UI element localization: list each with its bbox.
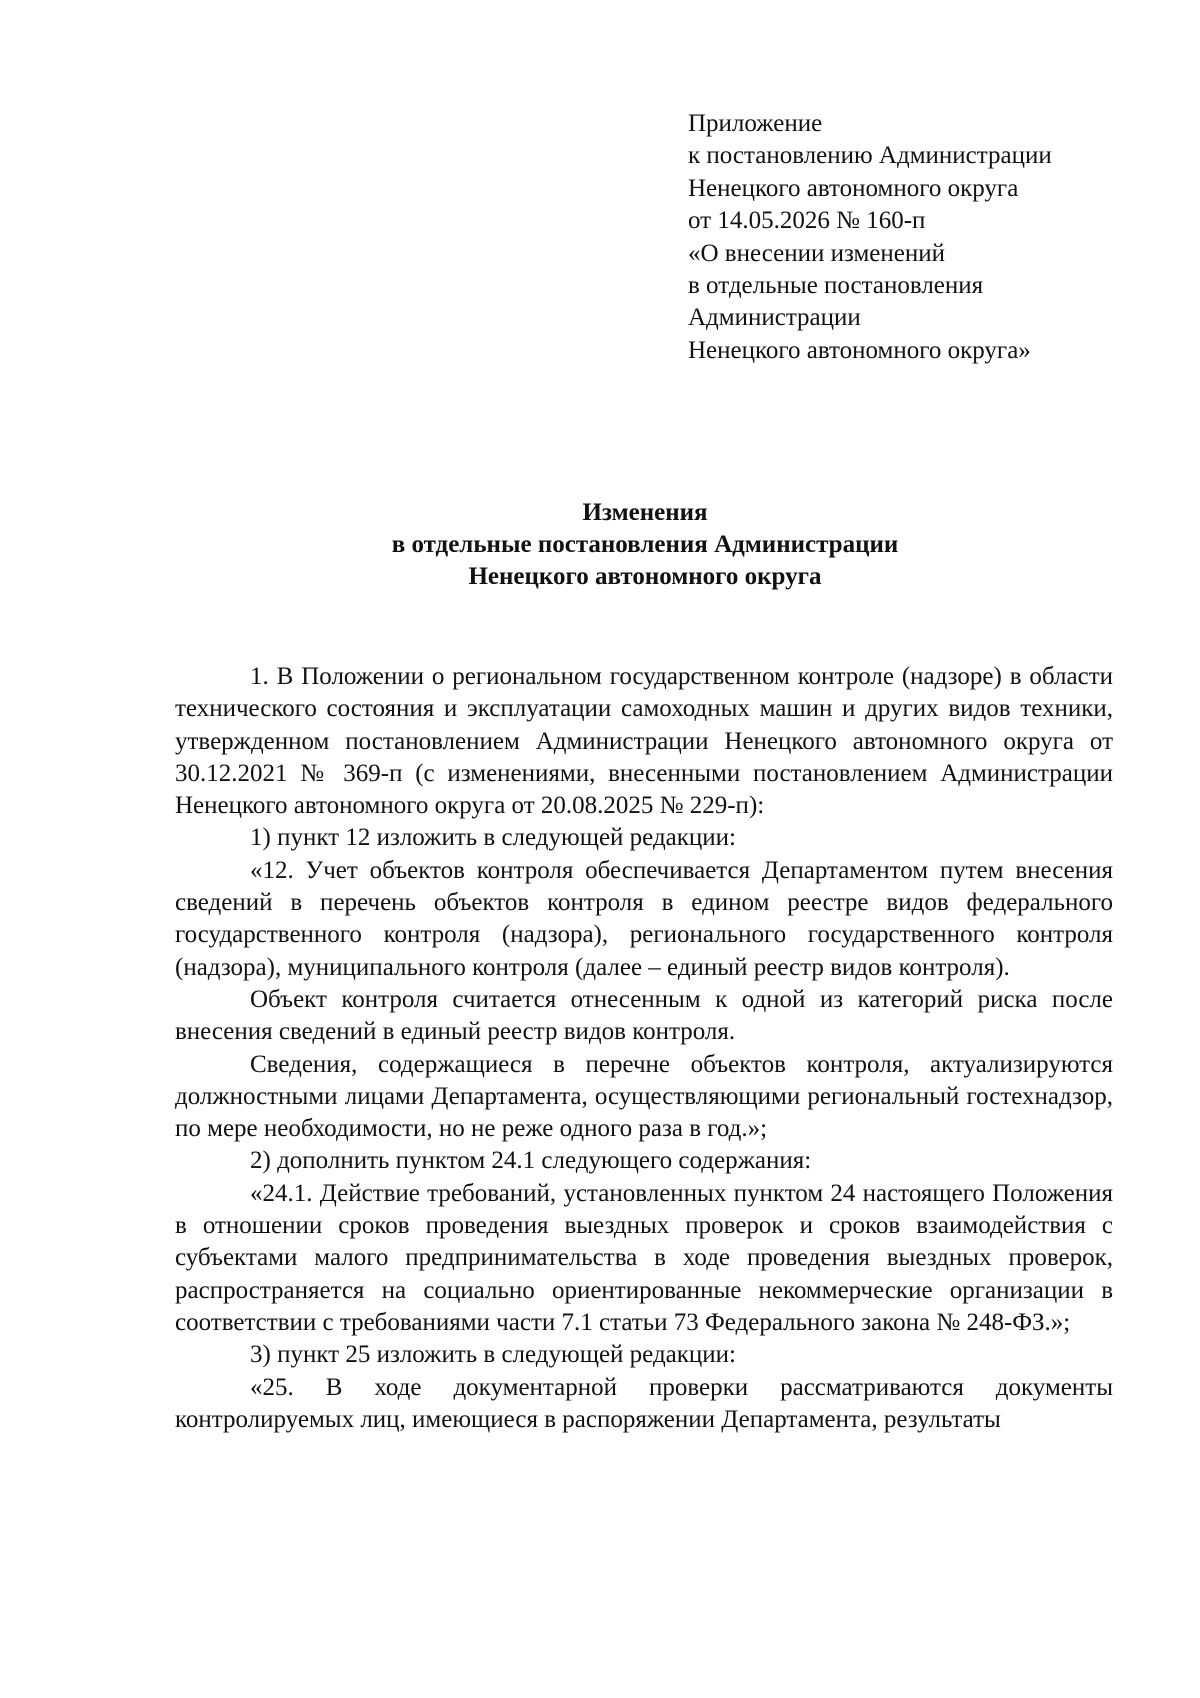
paragraph-clause-12: «12. Учет объектов контроля обеспечивается Департаментом путем внесения сведений в перечень объектов контроля в едином реестре видов федерального государственного контроля (надзора), регионального государственного контроля (надзора), муниципального контроля (далее – единый реестр видов контроля). (175, 856, 1113, 981)
paragraph-clause-24-1: «24.1. Действие требований, установленных пунктом 24 настоящего Положения в отношении сроков проведения выездных проверок и сроков взаимодействия с субъектами малого предпринимательства в ходе проведения выездных проверок, распространяется на социально ориентированные некоммерческие организации в соответствии с требованиями части 7.1 статьи 73 Федерального закона № 248-ФЗ.»; (175, 1179, 1113, 1336)
paragraph-item-3: 3) пункт 25 изложить в следующей редакции: (250, 1341, 736, 1369)
appendix-line: к постановлению Администрации (688, 142, 1052, 170)
paragraph-item-2: 2) дополнить пунктом 24.1 следующего содержания: (250, 1147, 812, 1175)
appendix-line: Ненецкого автономного округа (688, 174, 1019, 202)
title-line: Изменения (582, 499, 708, 526)
document-body (175, 661, 1113, 1436)
appendix-line: в отдельные постановления (688, 272, 984, 300)
appendix-line: Ненецкого автономного округа» (688, 336, 1031, 364)
paragraph-section-1: 1. В Положении о региональном государственном контроле (надзоре) в области технического состояния и эксплуатации самоходных машин и других видов техники, утвержденном постановлением Администрации Ненецкого автономного округа от 30.12.2021 № 369-п (с изменениями, внесенными постановлением Администрации Ненецкого автономного округа от 20.08.2025 № 229-п): (175, 663, 1113, 820)
appendix-line: от 14.05.2026 № 160-п (688, 207, 926, 235)
paragraph-update-info: Сведения, содержащиеся в перечне объектов контроля, актуализируются должностными лицами Департамента, осуществляющими региональный гостехнадзор, по мере необходимости, но не реже одного раза в год.»; (175, 1050, 1113, 1143)
paragraph-clause-25: «25. В ходе документарной проверки рассматриваются документы контролируемых лиц, имеющиеся в распоряжении Департамента, результаты (175, 1373, 1113, 1433)
paragraph-item-1: 1) пункт 12 изложить в следующей редакции: (250, 824, 736, 852)
appendix-line: «О внесении изменений (688, 239, 946, 267)
appendix-line: Приложение (688, 110, 823, 137)
title-line: Ненецкого автономного округа (468, 563, 822, 590)
document-title (175, 497, 1115, 593)
appendix-header (688, 108, 1158, 367)
paragraph-risk-category: Объект контроля считается отнесенным к одной из категорий риска после внесения сведений в единый реестр видов контроля. (175, 985, 1113, 1046)
title-line: в отдельные постановления Администрации (391, 531, 899, 558)
appendix-line: Администрации (688, 304, 861, 332)
